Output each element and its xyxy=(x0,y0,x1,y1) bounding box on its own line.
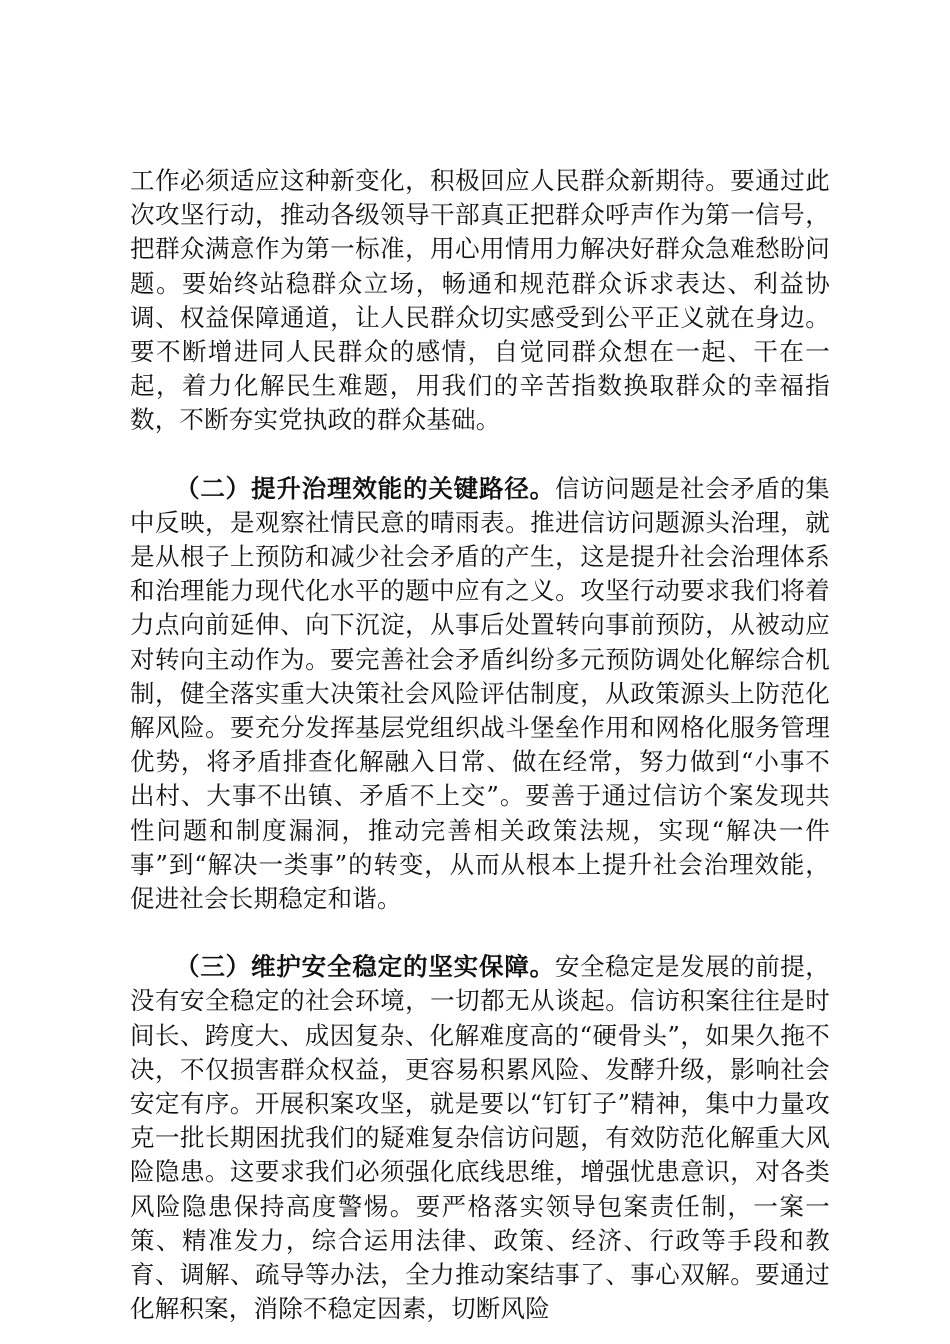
paragraph-3 xyxy=(130,950,830,1326)
paragraph-2-text: 信访问题是社会矛盾的集中反映，是观察社情民意的晴雨表。推进信访问题源头治理，就是从根子上预防和减少社会矛盾的产生，这是提升社会治理体系和治理能力现代化水平的题中应有之义。攻坚行动要求我们将着力点向前延伸、向下沉淀，从事后处置转向事前预防，从被动应对转向主动作为。要完善社会矛盾纠纷多元预防调处化解综合机制，健全落实重大决策社会风险评估制度，从政策源头上防范化解风险。要充分发挥基层党组织战斗堡垒作用和网格化服务管理优势，将矛盾排查化解融入日常、做在经常，努力做到“小事不出村、大事不出镇、矛盾不上交”。要善于通过信访个案发现共性问题和制度漏洞，推动完善相关政策法规，实现“解决一件事”到“解决一类事”的转变，从而从根本上提升社会治理效能，促进社会长期稳定和谐。 xyxy=(130,473,831,914)
section-heading-3: （三）维护安全稳定的坚实保障。 xyxy=(175,952,555,982)
paragraph-1-text: 工作必须适应这种新变化，积极回应人民群众新期待。要通过此次攻坚行动，推动各级领导干部真正把群众呼声作为第一信号，把群众满意作为第一标准，用心用情用力解决好群众急难愁盼问题。要始终站稳群众立场，畅通和规范群众诉求表达、利益协调、权益保障通道，让人民群众切实感受到公平正义就在身边。要不断增进同人民群众的感情，自觉同群众想在一起、干在一起，着力化解民生难题，用我们的辛苦指数换取群众的幸福指数，不断夯实党执政的群众基础。 xyxy=(130,166,830,435)
paragraph-3-text: 安全稳定是发展的前提，没有安全稳定的社会环境，一切都无从谈起。信访积案往往是时间长、跨度大、成因复杂、化解难度高的“硬骨头”，如果久拖不决，不仅损害群众权益，更容易积累风险、发酵升级，影响社会安定有序。开展积案攻坚，就是要以“钉钉子”精神，集中力量攻克一批长期困扰我们的疑难复杂信访问题，有效防范化解重大风险隐患。这要求我们必须强化底线思维，增强忧患意识，对各类风险隐患保持高度警惕。要严格落实领导包案责任制，一案一策、精准发力，综合运用法律、政策、经济、行政等手段和教育、调解、疏导等办法，全力推动案结事了、事心双解。要通过化解积案，消除不稳定因素，切断风险 xyxy=(130,952,831,1324)
paragraph-2 xyxy=(130,472,830,917)
document-body xyxy=(130,164,830,1327)
section-heading-2: （二）提升治理效能的关键路径。 xyxy=(175,473,555,503)
paragraph-1 xyxy=(130,164,830,438)
